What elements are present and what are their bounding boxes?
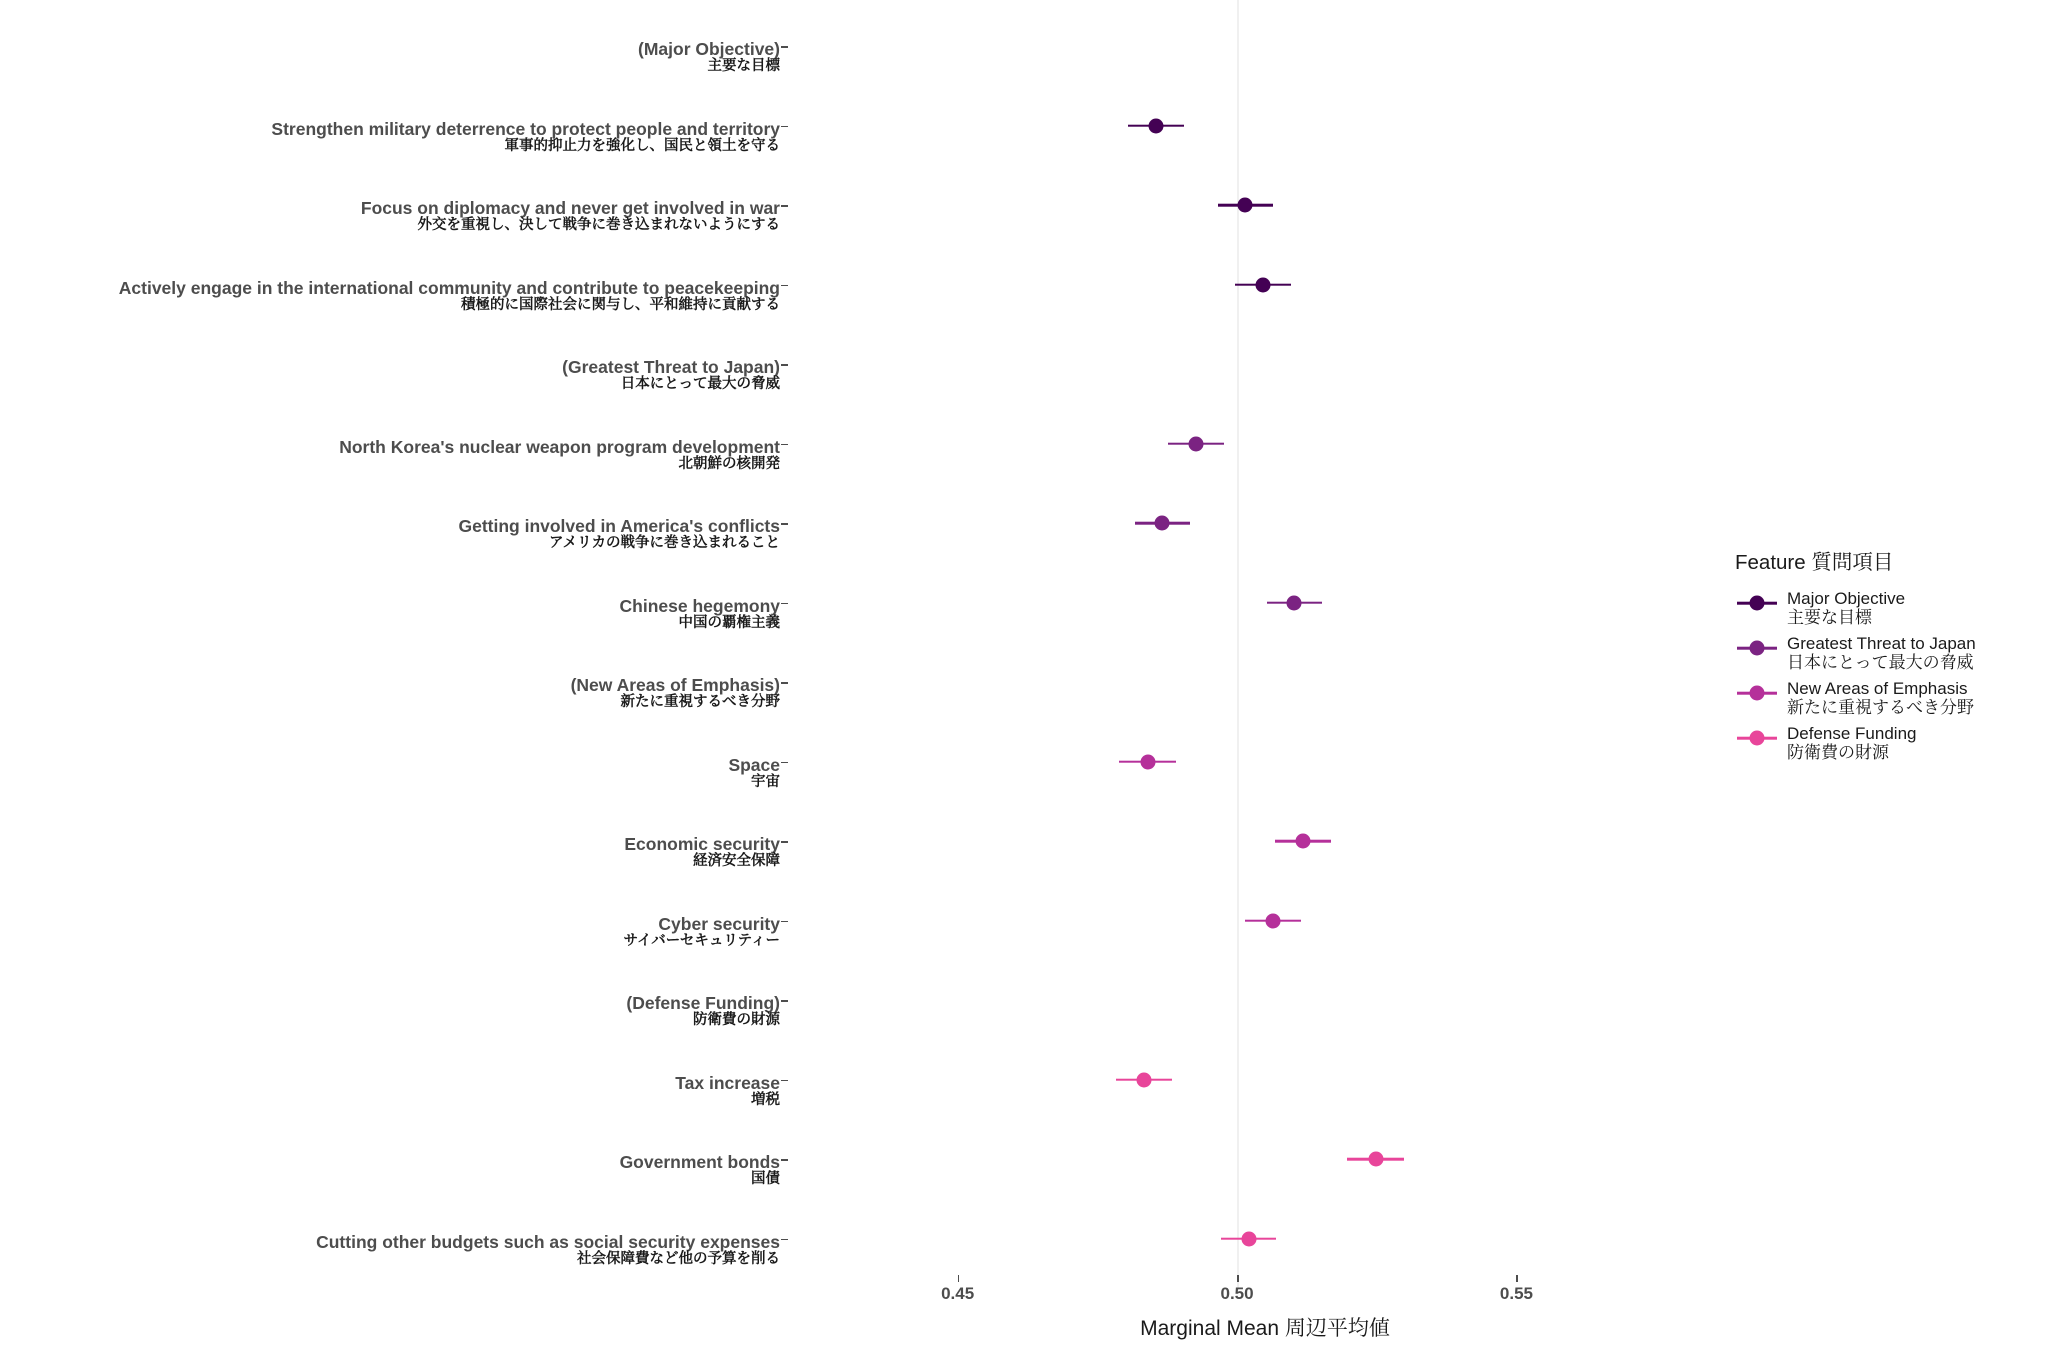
legend-key-dot [1750, 596, 1765, 611]
y-tick-americas-conflicts [781, 523, 788, 525]
estimate-dot [1368, 1152, 1383, 1167]
row-label-ja: 経済安全保障 [693, 853, 780, 870]
row-label-strengthen-deterrence [0, 120, 780, 155]
row-label-en: Economic security [624, 834, 780, 854]
row-label-ja: サイバーセキュリティー [623, 932, 780, 949]
chart-panel [790, 0, 1740, 1290]
y-tick-government-bonds [781, 1159, 788, 1161]
row-label-americas-conflicts [0, 517, 780, 552]
x-tick-label-0: 0.45 [941, 1284, 975, 1303]
x-tick-2 [1516, 1275, 1518, 1282]
legend-label-ja: 日本にとって最大の脅威 [1787, 653, 1974, 673]
row-label-ja: 宇宙 [751, 773, 780, 790]
estimate-dot [1136, 1072, 1151, 1087]
estimate-dot [1296, 834, 1311, 849]
y-tick-space [781, 762, 788, 764]
row-label-space [0, 756, 780, 791]
row-label-ja: 北朝鮮の核開発 [678, 455, 780, 472]
x-tick-label-2: 0.55 [1499, 1284, 1534, 1303]
y-tick-header-new-areas [781, 682, 788, 684]
estimate-dot [1256, 277, 1271, 292]
legend-label-ja: 主要な目標 [1787, 608, 1872, 628]
estimate-dot [1188, 436, 1203, 451]
legend-label-en: Defense Funding [1787, 724, 1917, 744]
legend-title: Feature 質問項目 [1735, 551, 1894, 574]
y-tick-header-defense-funding [781, 1000, 788, 1002]
y-tick-header-greatest-threat [781, 364, 788, 366]
estimate-dot [1155, 516, 1170, 531]
estimate-dot [1140, 754, 1155, 769]
reference-line [1237, 0, 1239, 1290]
row-label-tax-increase [0, 1074, 780, 1109]
x-tick-label-1: 0.50 [1220, 1284, 1254, 1303]
row-label-en: (Greatest Threat to Japan) [562, 357, 780, 377]
legend-key-icon [1735, 590, 1779, 616]
legend-label [1787, 679, 1974, 717]
y-tick-engage-international [781, 285, 788, 287]
row-label-ja: 国債 [751, 1171, 780, 1188]
row-label-en: (New Areas of Emphasis) [570, 675, 780, 695]
row-label-ja: アメリカの戦争に巻き込まれること [549, 535, 780, 552]
legend-label-ja: 新たに重視するべき分野 [1787, 698, 1974, 718]
estimate-dot [1287, 595, 1302, 610]
x-tick-1 [1237, 1275, 1239, 1282]
row-label-ja: 中国の覇権主義 [678, 614, 780, 631]
row-label-ja: 主要な目標 [707, 58, 780, 75]
legend-items [1735, 589, 2045, 762]
legend-key-icon [1735, 680, 1779, 706]
legend-label-en: Greatest Threat to Japan [1787, 634, 1976, 654]
legend-item-2[interactable] [1735, 679, 2045, 717]
legend-label [1787, 634, 1976, 672]
row-label-en: North Korea's nuclear weapon program development [339, 436, 780, 457]
y-tick-cutting-other-budgets [781, 1239, 788, 1241]
row-label-header-major-objective [0, 40, 780, 75]
legend-item-0[interactable] [1735, 589, 2045, 627]
row-label-focus-diplomacy [0, 199, 780, 234]
row-label-cutting-other-budgets [0, 1233, 780, 1268]
legend-label [1787, 589, 1905, 627]
legend-key-icon [1735, 635, 1779, 661]
row-label-en: Getting involved in America's conflicts [458, 516, 780, 536]
y-tick-strengthen-deterrence [781, 126, 788, 128]
row-label-ja: 新たに重視するべき分野 [620, 694, 780, 711]
legend-key-icon [1735, 725, 1779, 751]
row-label-ja: 積極的に国際社会に関与し、平和維持に貢献する [461, 296, 780, 313]
estimate-dot [1241, 1231, 1256, 1246]
row-label-economic-security [0, 835, 780, 870]
y-tick-economic-security [781, 841, 788, 843]
x-axis-label: Marginal Mean 周辺平均値 [1140, 1317, 1390, 1340]
row-label-ja: 増税 [751, 1091, 780, 1108]
row-label-en: Actively engage in the international community and contribute to peacekeeping [118, 277, 780, 298]
legend-key-dot [1750, 686, 1765, 701]
legend-label-ja: 防衛費の財源 [1787, 743, 1889, 763]
estimate-dot [1266, 913, 1281, 928]
row-label-ja: 外交を重視し、決して戦争に巻き込まれないようにする [417, 217, 780, 234]
row-label-ja: 日本にとって最大の脅威 [620, 376, 780, 393]
row-label-en: (Defense Funding) [626, 993, 780, 1013]
row-label-en: Tax increase [675, 1072, 780, 1093]
row-label-en: Cutting other budgets such as social security expenses [316, 1231, 780, 1252]
row-label-chinese-hegemony [0, 597, 780, 632]
estimate-dot [1238, 198, 1253, 213]
row-label-en: Space [728, 754, 780, 775]
legend-label-en: New Areas of Emphasis [1787, 679, 1968, 699]
y-tick-focus-diplomacy [781, 205, 788, 207]
y-tick-cyber-security [781, 921, 788, 923]
row-label-en: Strengthen military deterrence to protect people and territory [271, 118, 780, 139]
row-label-header-greatest-threat [0, 358, 780, 393]
legend-label [1787, 724, 1916, 762]
legend-item-3[interactable] [1735, 724, 2045, 762]
row-label-government-bonds [0, 1153, 780, 1188]
row-label-en: Chinese hegemony [619, 595, 780, 616]
row-label-header-new-areas [0, 676, 780, 711]
row-label-north-korea-nuclear [0, 438, 780, 473]
row-label-en: (Major Objective) [638, 39, 780, 59]
row-label-engage-international [0, 279, 780, 314]
row-label-header-defense-funding [0, 994, 780, 1029]
x-tick-0 [958, 1275, 960, 1282]
legend-label-en: Major Objective [1787, 589, 1906, 608]
row-label-ja: 社会保障費など他の予算を削る [577, 1250, 780, 1267]
legend-key-dot [1750, 731, 1765, 746]
y-tick-north-korea-nuclear [781, 444, 788, 446]
legend [1735, 545, 2045, 769]
estimate-dot [1149, 118, 1164, 133]
row-label-en: Government bonds [619, 1152, 780, 1172]
row-label-en: Cyber security [658, 913, 780, 934]
legend-item-1[interactable] [1735, 634, 2045, 672]
row-label-ja: 防衛費の財源 [693, 1012, 780, 1029]
y-tick-header-major-objective [781, 46, 788, 48]
row-label-ja: 軍事的抑止力を強化し、国民と領土を守る [504, 137, 780, 154]
y-tick-tax-increase [781, 1080, 788, 1082]
row-label-en: Focus on diplomacy and never get involved in war [360, 198, 780, 218]
legend-key-dot [1750, 641, 1765, 656]
y-tick-chinese-hegemony [781, 603, 788, 605]
row-label-cyber-security [0, 915, 780, 950]
